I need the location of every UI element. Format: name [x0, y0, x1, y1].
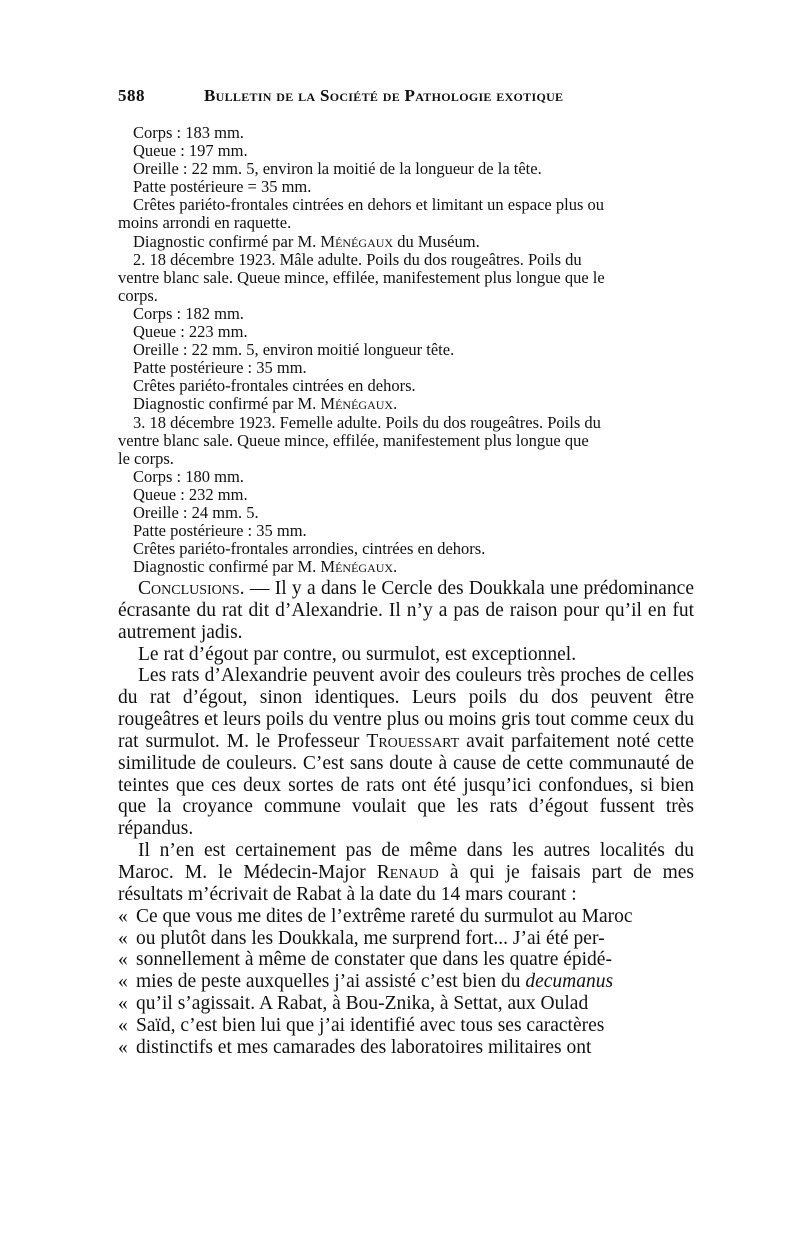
quote-line: « ou plutôt dans les Doukkala, me surprend fort... J’ai été per- — [118, 927, 605, 949]
measurement-line: Corps : 180 mm. — [133, 466, 244, 486]
measurement-line: Patte postérieure : 35 mm. — [133, 521, 307, 541]
quote-line: « qu’il s’agissait. A Rabat, à Bou-Znika, à Settat, aux Oulad — [118, 993, 589, 1015]
quote-line: « sonnellement à même de constater que dans les quatre épidé- — [118, 949, 612, 971]
measurement-line: Diagnostic confirmé par M. Ménégaux. — [133, 394, 398, 414]
quote-line: « Ce que vous me dites de l’extrême rareté du surmulot au Maroc — [118, 905, 633, 927]
quotation — [118, 906, 694, 1059]
measurement-line: Queue : 223 mm. — [133, 322, 248, 342]
measurement-line: le corps. — [118, 448, 174, 468]
measurement-line: Crêtes pariéto-frontales cintrées en dehors et limitant un espace plus ou — [133, 195, 605, 215]
conclusions-paragraph: Conclusions. — Il y a dans le Cercle des Doukkala une prédominance écrasante du rat dit d’Alexandrie. Il n’y a pas de raison pour qu’il en fut autrement jadis. — [118, 578, 694, 643]
measurement-line: Crêtes pariéto-frontales cintrées en dehors. — [133, 376, 416, 396]
conclusions-section — [118, 578, 694, 1059]
measurement-line: Corps : 182 mm. — [133, 303, 244, 323]
measurement-line: Diagnostic confirmé par M. Ménégaux du Muséum. — [133, 231, 480, 251]
author-name: Renaud — [376, 861, 439, 883]
quote-line: « mies de peste auxquelles j’ai assisté c’est bien du decumanus — [118, 971, 614, 993]
measurement-line: ventre blanc sale. Queue mince, effilée, manifestement plus longue que le — [118, 267, 605, 287]
measurement-line: Queue : 232 mm. — [133, 484, 248, 504]
author-name: Trouessart — [366, 730, 460, 752]
page-number: 588 — [118, 86, 145, 105]
measurement-line: Corps : 183 mm. — [133, 123, 244, 142]
quote-line: « Saïd, c’est bien lui que j’ai identifié avec tous ses caractères — [118, 1014, 605, 1036]
species-name: decumanus — [525, 971, 614, 993]
specimen-measurements — [118, 124, 690, 576]
measurement-line: 3. 18 décembre 1923. Femelle adulte. Poils du dos rougeâtres. Poils du — [133, 412, 601, 432]
author-name: Ménégaux — [320, 231, 394, 251]
measurement-line: moins arrondi en raquette. — [118, 213, 292, 233]
measurement-line: Oreille : 22 mm. 5, environ moitié longueur tête. — [133, 340, 455, 360]
measurement-line: Diagnostic confirmé par M. Ménégaux. — [133, 557, 398, 577]
measurement-line: 2. 18 décembre 1923. Mâle adulte. Poils du dos rougeâtres. Poils du — [133, 249, 582, 269]
morocco-paragraph: Il n’en est certainement pas de même dans les autres localités du Maroc. M. le Médecin-Major Renaud à qui je faisais part de mes résultats m’écrivait de Rabat à la date du 14 mars courant : — [118, 840, 694, 905]
measurement-line: Patte postérieure = 35 mm. — [133, 177, 312, 197]
measurement-line: Oreille : 24 mm. 5. — [133, 502, 259, 522]
quote-line: « distinctifs et mes camarades des laboratoires militaires ont — [118, 1036, 592, 1058]
measurement-line: Patte postérieure : 35 mm. — [133, 358, 307, 378]
measurement-line: Oreille : 22 mm. 5, environ la moitié de la longueur de la tête. — [133, 159, 542, 179]
measurement-line: ventre blanc sale. Queue mince, effilée, manifestement plus longue que — [118, 430, 589, 450]
running-header — [118, 84, 688, 108]
sewer-rat-paragraph: Le rat d’égout par contre, ou surmulot, est exceptionnel. — [138, 643, 577, 665]
alexandria-rat-paragraph: Les rats d’Alexandrie peuvent avoir des couleurs très proches de celles du rat d’égout, sinon identiques. Leurs poils du dos peuvent être rougeâtres et leurs poils du ventre plus ou moins gris tout comme ceux du rat surmulot. M. le Professeur Trouessart avait parfaitement noté cette similitude de couleurs. C’est sans doute à cause de cette communauté de teintes que ces deux sortes de rats ont été jusqu’ici confondues, si bien que la croyance commune voulait que les rats d’égout fussent très répandus. — [118, 665, 694, 840]
conclusions-label: Conclusions. — [138, 578, 245, 599]
author-name: Ménégaux — [320, 394, 394, 414]
measurement-line: Crêtes pariéto-frontales arrondies, cintrées en dehors. — [133, 539, 486, 559]
journal-title: Bulletin de la Société de Pathologie exotique — [204, 86, 564, 105]
author-name: Ménégaux — [320, 557, 394, 577]
measurement-line: corps. — [118, 285, 158, 305]
measurement-line: Queue : 197 mm. — [133, 141, 248, 161]
